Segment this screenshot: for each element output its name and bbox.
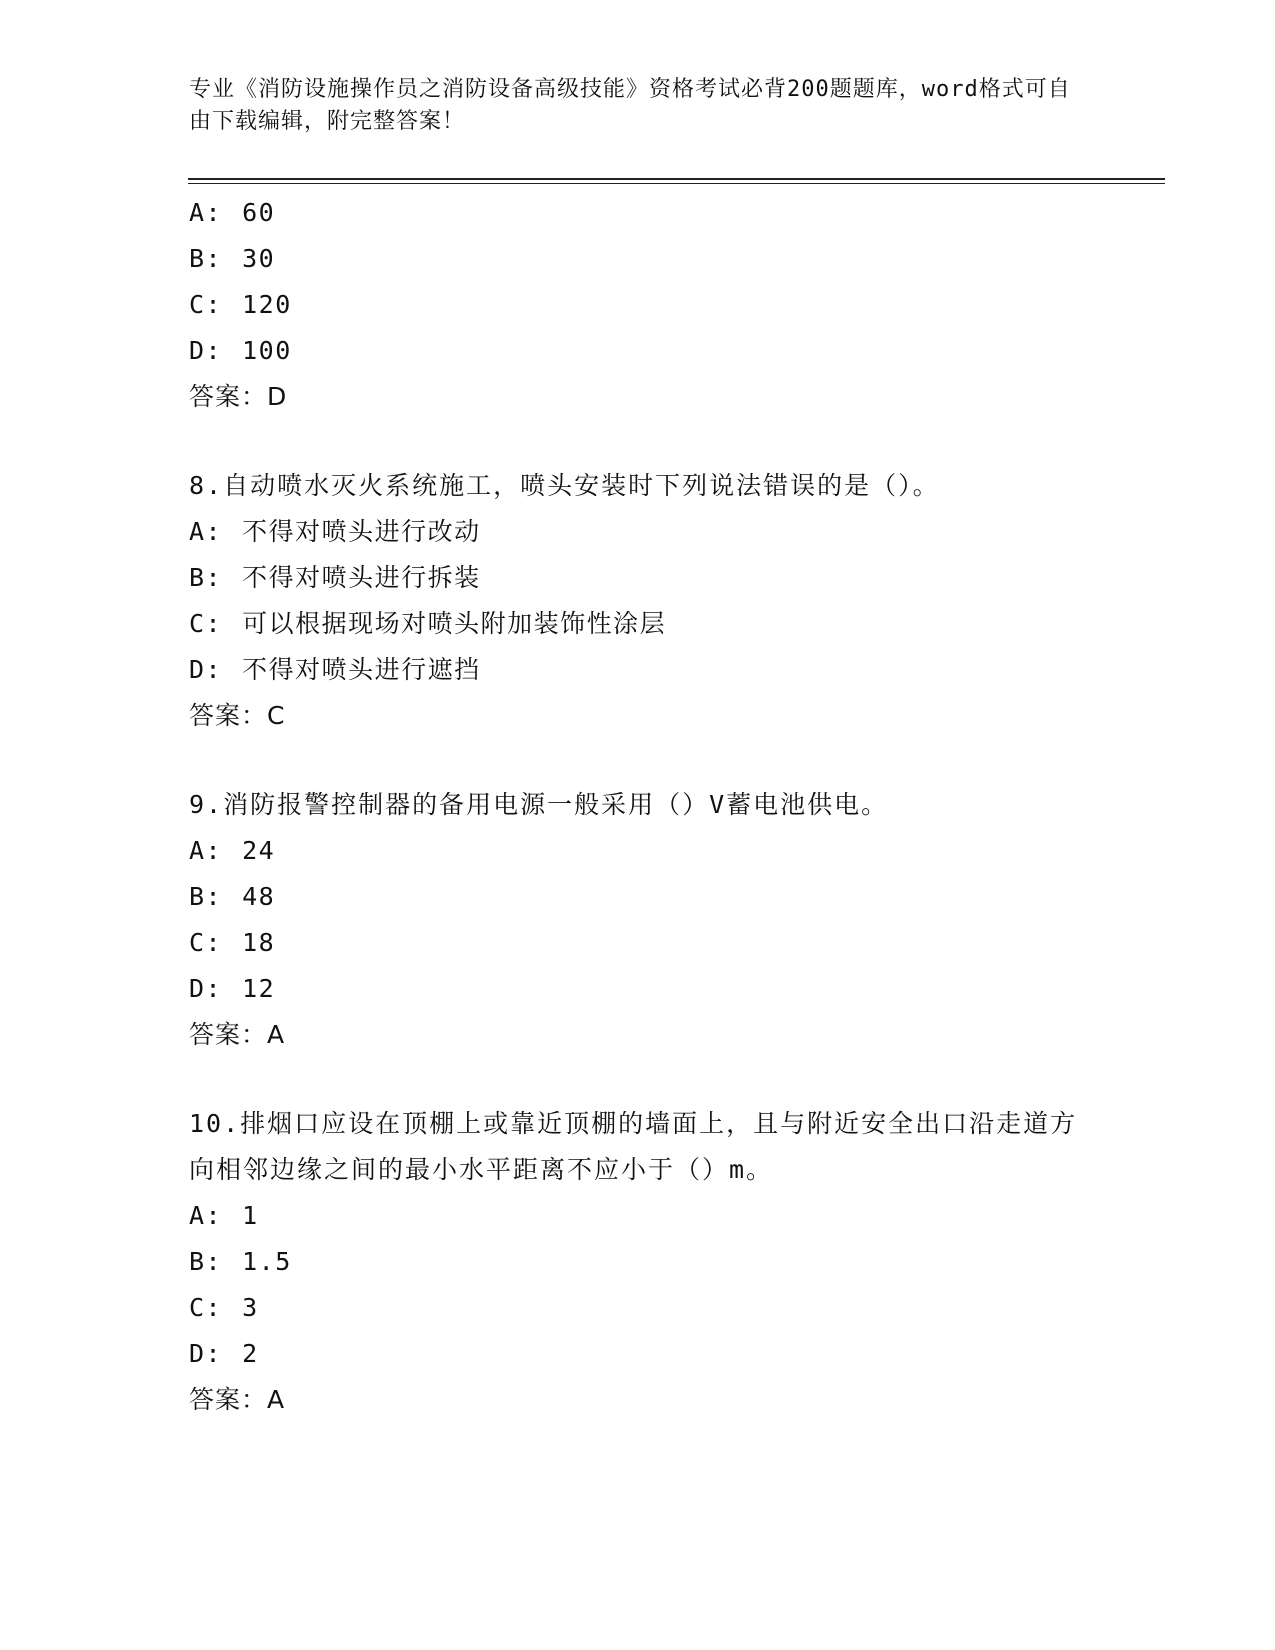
question-block — [189, 190, 1089, 420]
option-c: C: 18 — [189, 928, 276, 957]
question-text: 8.自动喷水灭火系统施工，喷头安装时下列说法错误的是（）。 — [189, 471, 940, 500]
question-block — [189, 782, 1089, 1058]
option-b: B: 48 — [189, 882, 276, 911]
question-text: 10.排烟口应设在顶棚上或靠近顶棚的墙面上，且与附近安全出口沿走道方向相邻边缘之间的最小水平距离不应小于（）m。 — [189, 1109, 1078, 1184]
option-b: B: 30 — [189, 244, 276, 273]
option-a: A: 1 — [189, 1201, 259, 1230]
option-c: C: 可以根据现场对喷头附加装饰性涂层 — [189, 609, 667, 638]
option-d: D: 100 — [189, 336, 292, 365]
question-list — [189, 190, 1089, 1423]
option-b: B: 不得对喷头进行拆装 — [189, 563, 481, 592]
option-c: C: 120 — [189, 290, 292, 319]
header-rule-thin — [188, 183, 1165, 184]
option-a: A: 不得对喷头进行改动 — [189, 517, 481, 546]
answer-line: 答案：A — [189, 1385, 286, 1414]
answer-line: 答案：D — [189, 382, 288, 411]
option-d: D: 不得对喷头进行遮挡 — [189, 655, 481, 684]
option-a: A: 60 — [189, 198, 276, 227]
option-b: B: 1.5 — [189, 1247, 292, 1276]
option-a: A: 24 — [189, 836, 276, 865]
question-block — [189, 463, 1089, 739]
header-rule-thick — [188, 178, 1165, 180]
answer-line: 答案：C — [189, 701, 286, 730]
option-d: D: 2 — [189, 1339, 259, 1368]
option-c: C: 3 — [189, 1293, 259, 1322]
document-header: 专业《消防设施操作员之消防设备高级技能》资格考试必背200题题库，word格式可自由下载编辑，附完整答案！ — [189, 77, 1071, 134]
option-d: D: 12 — [189, 974, 276, 1003]
question-text: 9.消防报警控制器的备用电源一般采用（）V蓄电池供电。 — [189, 790, 889, 819]
answer-line: 答案：A — [189, 1020, 286, 1049]
question-block — [189, 1101, 1089, 1423]
